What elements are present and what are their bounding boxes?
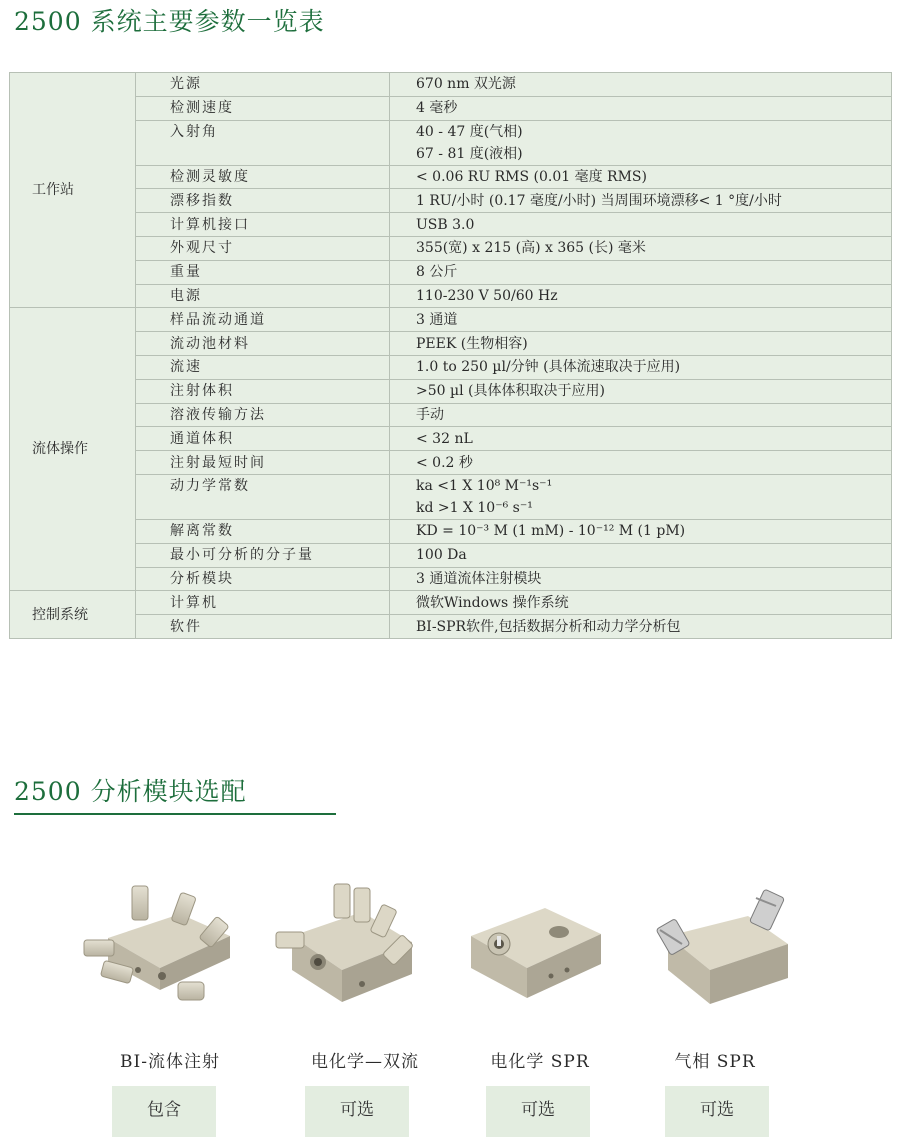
module-fluid-injection xyxy=(80,878,250,1028)
spec-row xyxy=(10,213,892,237)
spec-param: 计算机 xyxy=(136,591,390,615)
spec-value-line: >50 µl (具体体积取决于应用) xyxy=(416,383,605,400)
spec-row xyxy=(10,591,892,615)
spec-category: 控制系统 xyxy=(10,591,136,639)
spec-value xyxy=(390,165,892,189)
spec-row xyxy=(10,332,892,356)
spec-param: 电源 xyxy=(136,284,390,308)
spec-param: 解离常数 xyxy=(136,519,390,543)
module-name-fluid-injection: BI-流体注射 xyxy=(120,1052,220,1072)
spec-value-line: ka <1 X 10⁸ M⁻¹s⁻¹ xyxy=(416,477,553,494)
spec-value xyxy=(390,615,892,639)
spec-param: 分析模块 xyxy=(136,567,390,591)
spec-row xyxy=(10,189,892,213)
spec-value xyxy=(390,260,892,284)
modules-section-title: 2500 分析模块选配 xyxy=(14,777,247,806)
spec-value-line: 110-230 V 50/60 Hz xyxy=(416,287,558,304)
fluid-injection-module-photo xyxy=(80,878,250,1028)
spec-row xyxy=(10,96,892,120)
module-name-electrochem-dual-flow: 电化学—双流 xyxy=(311,1052,419,1072)
spec-value-line: PEEK (生物相容) xyxy=(416,335,528,352)
spec-table xyxy=(9,72,892,639)
spec-param: 动力学常数 xyxy=(136,474,390,519)
spec-value xyxy=(390,189,892,213)
spec-param: 光源 xyxy=(136,73,390,97)
spec-row xyxy=(10,451,892,475)
spec-param: 注射最短时间 xyxy=(136,451,390,475)
spec-row xyxy=(10,236,892,260)
spec-value-line: 1 RU/小时 (0.17 毫度/小时) 当周围环境漂移< 1 °度/小时 xyxy=(416,192,782,209)
spec-category: 流体操作 xyxy=(10,308,136,591)
electrochem-dual-flow-module-photo xyxy=(272,878,442,1028)
spec-value xyxy=(390,451,892,475)
spec-value xyxy=(390,567,892,591)
spec-value xyxy=(390,96,892,120)
spec-value-line: BI-SPR软件,包括数据分析和动力学分析包 xyxy=(416,618,681,635)
spec-row xyxy=(10,308,892,332)
spec-value xyxy=(390,355,892,379)
spec-value-line: 手动 xyxy=(416,406,444,423)
spec-row xyxy=(10,165,892,189)
spec-value xyxy=(390,332,892,356)
spec-value-line: 67 - 81 度(液相) xyxy=(416,145,523,162)
module-electrochem-dual-flow xyxy=(272,878,442,1028)
spec-param: 漂移指数 xyxy=(136,189,390,213)
spec-value-line: 1.0 to 250 µl/分钟 (具体流速取决于应用) xyxy=(416,359,681,376)
spec-value-line: 8 公斤 xyxy=(416,264,458,281)
spec-row xyxy=(10,567,892,591)
spec-value-line: 670 nm 双光源 xyxy=(416,76,516,93)
module-name-gas-spr: 气相 SPR xyxy=(674,1052,756,1072)
spec-value xyxy=(390,213,892,237)
spec-param: 溶液传输方法 xyxy=(136,403,390,427)
spec-row xyxy=(10,379,892,403)
spec-param: 检测灵敏度 xyxy=(136,165,390,189)
spec-row xyxy=(10,73,892,97)
modules-title-rule xyxy=(14,813,336,815)
spec-value xyxy=(390,120,892,165)
spec-value-line: 3 通道 xyxy=(416,311,458,328)
spec-value-line: KD = 10⁻³ M (1 mM) - 10⁻¹² M (1 pM) xyxy=(416,523,686,540)
status-badge-gas-spr: 可选 xyxy=(665,1086,769,1137)
spec-value xyxy=(390,474,892,519)
spec-value xyxy=(390,284,892,308)
spec-row xyxy=(10,284,892,308)
spec-value xyxy=(390,427,892,451)
spec-param: 检测速度 xyxy=(136,96,390,120)
spec-value-line: 3 通道流体注射模块 xyxy=(416,570,542,587)
spec-value-line: < 32 nL xyxy=(416,430,473,447)
spec-row xyxy=(10,427,892,451)
spec-param: 计算机接口 xyxy=(136,213,390,237)
spec-row xyxy=(10,474,892,519)
spec-param: 样品流动通道 xyxy=(136,308,390,332)
spec-param: 流速 xyxy=(136,355,390,379)
spec-param: 重量 xyxy=(136,260,390,284)
spec-param: 最小可分析的分子量 xyxy=(136,543,390,567)
spec-value xyxy=(390,403,892,427)
status-badge-electrochem-spr: 可选 xyxy=(486,1086,590,1137)
spec-value-line: kd >1 X 10⁻⁶ s⁻¹ xyxy=(416,499,533,516)
spec-value-line: 40 - 47 度(气相) xyxy=(416,123,523,140)
spec-row xyxy=(10,519,892,543)
spec-row xyxy=(10,403,892,427)
module-electrochem-spr xyxy=(455,878,625,1028)
spec-value xyxy=(390,591,892,615)
spec-row xyxy=(10,355,892,379)
status-badge-electrochem-dual-flow: 可选 xyxy=(305,1086,409,1137)
spec-value-line: 微软Windows 操作系统 xyxy=(416,594,569,611)
status-badge-fluid-injection: 包含 xyxy=(112,1086,216,1137)
spec-param: 注射体积 xyxy=(136,379,390,403)
spec-value xyxy=(390,308,892,332)
spec-value xyxy=(390,236,892,260)
spec-value xyxy=(390,73,892,97)
spec-value-line: USB 3.0 xyxy=(416,216,475,233)
spec-category: 工作站 xyxy=(10,73,136,308)
module-gas-spr xyxy=(638,878,808,1028)
spec-param: 流动池材料 xyxy=(136,332,390,356)
spec-value-line: 4 毫秒 xyxy=(416,100,458,117)
spec-value-line: 355(宽) x 215 (高) x 365 (长) 毫米 xyxy=(416,240,646,257)
spec-row xyxy=(10,260,892,284)
spec-row xyxy=(10,615,892,639)
spec-value xyxy=(390,379,892,403)
spec-value xyxy=(390,543,892,567)
spec-row xyxy=(10,543,892,567)
electrochem-spr-module-photo xyxy=(455,878,625,1028)
module-name-electrochem-spr: 电化学 SPR xyxy=(490,1052,590,1072)
spec-value xyxy=(390,519,892,543)
spec-param: 外观尺寸 xyxy=(136,236,390,260)
spec-param: 软件 xyxy=(136,615,390,639)
spec-value-line: < 0.2 秒 xyxy=(416,454,473,471)
spec-section-title: 2500 系统主要参数一览表 xyxy=(14,7,325,36)
spec-param: 入射角 xyxy=(136,120,390,165)
spec-value-line: 100 Da xyxy=(416,547,467,564)
spec-row xyxy=(10,120,892,165)
spec-param: 通道体积 xyxy=(136,427,390,451)
gas-spr-module-photo xyxy=(638,878,808,1028)
spec-value-line: < 0.06 RU RMS (0.01 毫度 RMS) xyxy=(416,168,647,185)
